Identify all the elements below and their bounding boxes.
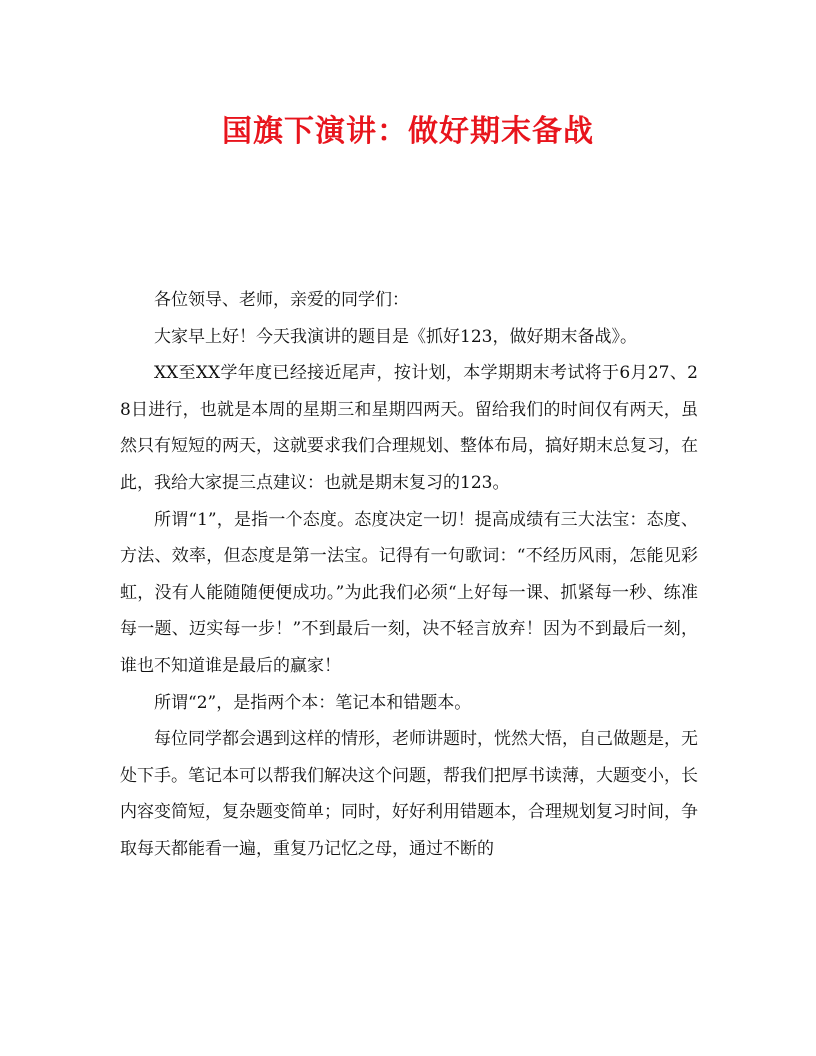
document-body [120,282,698,868]
paragraph-schedule: XX至XX学年度已经接近尾声，按计划，本学期期末考试将于6月27、28日进行，也就是本周的星期三和星期四两天。留给我们的时间仅有两天，虽然只有短短的两天，这就要求我们合理规划、整体布局，搞好期末总复习，在此，我给大家提三点建议：也就是期末复习的123。 [120,363,698,493]
paragraph-salutation: 各位领导、老师，亲爱的同学们： [154,290,409,310]
paragraph-point-one: 所谓“1”，是指一个态度。态度决定一切！提高成绩有三大法宝：态度、方法、效率，但态度是第一法宝。记得有一句歌词：“不经历风雨，怎能见彩虹，没有人能随随便便成功。”为此我们必须“上好每一课、抓紧每一秒、练准每一题、迈实每一步！”不到最后一刻，决不轻言放弃！因为不到最后一刻，谁也不知道谁是最后的赢家！ [120,509,698,676]
paragraph-point-two: 所谓“2”，是指两个本：笔记本和错题本。 [154,692,472,713]
document-title: 国旗下演讲：做好期末备战 [222,114,594,149]
paragraph-greeting: 大家早上好！今天我演讲的题目是《抓好123，做好期末备战》。 [154,326,637,347]
paragraph-notebooks: 每位同学都会遇到这样的情形，老师讲题时，恍然大悟，自己做题是，无处下手。笔记本可以帮我们解决这个问题，帮我们把厚书读薄，大题变小，长内容变简短，复杂题变简单；同时，好好利用错题本，合理规划复习时间，争取每天都能看一遍，重复乃记忆之母，通过不断的 [120,729,698,859]
